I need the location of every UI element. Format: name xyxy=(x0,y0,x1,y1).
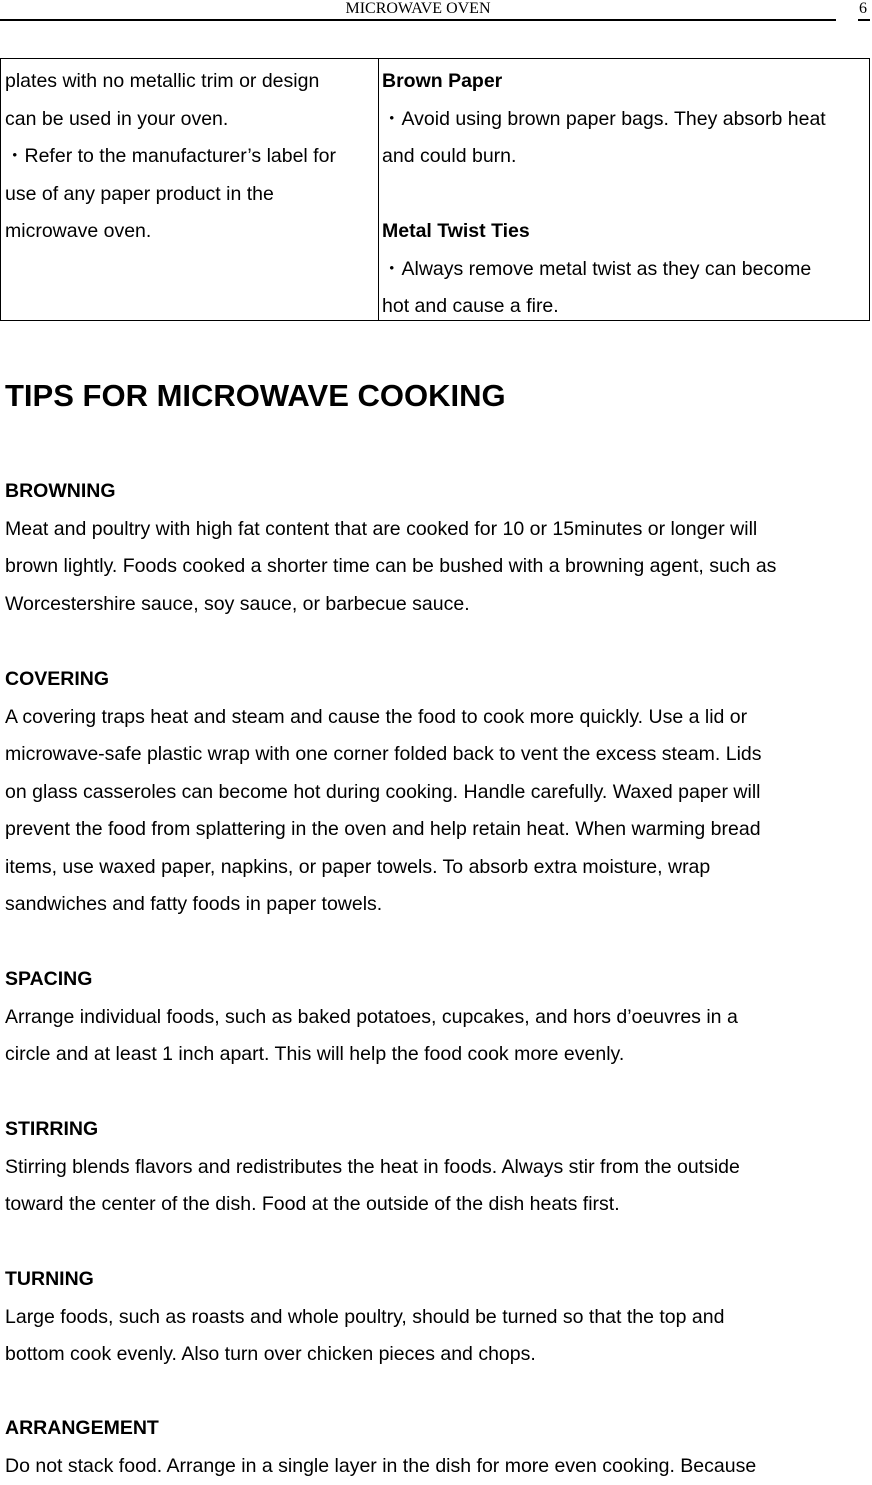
section-heading: SPACING xyxy=(5,961,871,999)
metal-twist-ties-heading: Metal Twist Ties xyxy=(382,213,869,251)
section-line: toward the center of the dish. Food at the outside of the dish heats first. xyxy=(5,1186,871,1224)
page-number: 6 xyxy=(859,0,867,18)
section-covering xyxy=(5,661,871,924)
brown-paper-line: and could burn. xyxy=(382,138,869,176)
materials-table xyxy=(0,58,870,321)
section-heading: COVERING xyxy=(5,661,871,699)
section-line: microwave-safe plastic wrap with one corner folded back to vent the excess steam. Lids xyxy=(5,736,871,774)
spacer xyxy=(382,176,869,214)
metal-twist-ties-line: hot and cause a fire. xyxy=(382,288,869,326)
left-cell-line: use of any paper product in the xyxy=(5,176,378,214)
section-line: Large foods, such as roasts and whole poultry, should be turned so that the top and xyxy=(5,1299,871,1337)
left-cell-line: ・Refer to the manufacturer’s label for xyxy=(5,138,378,176)
header-title: MICROWAVE OVEN xyxy=(0,0,836,18)
section-line: circle and at least 1 inch apart. This will help the food cook more evenly. xyxy=(5,1036,871,1074)
section-line: Stirring blends flavors and redistributes the heat in foods. Always stir from the outside xyxy=(5,1149,871,1187)
section-heading: BROWNING xyxy=(5,473,871,511)
section-line: Arrange individual foods, such as baked potatoes, cupcakes, and hors d’oeuvres in a xyxy=(5,999,871,1037)
section-line: Worcestershire sauce, soy sauce, or barbecue sauce. xyxy=(5,586,871,624)
page-header xyxy=(0,0,872,24)
section-line: prevent the food from splattering in the oven and help retain heat. When warming bread xyxy=(5,811,871,849)
section-line: A covering traps heat and steam and cause the food to cook more quickly. Use a lid or xyxy=(5,699,871,737)
materials-table-left-cell xyxy=(1,59,379,320)
section-spacing xyxy=(5,961,871,1074)
metal-twist-ties-line: ・Always remove metal twist as they can become xyxy=(382,251,869,289)
section-line: brown lightly. Foods cooked a shorter time can be bushed with a browning agent, such as xyxy=(5,548,871,586)
left-cell-line: microwave oven. xyxy=(5,213,378,251)
section-line: bottom cook evenly. Also turn over chicken pieces and chops. xyxy=(5,1336,871,1374)
section-line: on glass casseroles can become hot during cooking. Handle carefully. Waxed paper will xyxy=(5,774,871,812)
page-number-rule xyxy=(858,19,870,21)
section-line: Do not stack food. Arrange in a single layer in the dish for more even cooking. Because xyxy=(5,1448,871,1485)
section-heading: TURNING xyxy=(5,1261,871,1299)
left-cell-line: plates with no metallic trim or design xyxy=(5,63,378,101)
section-heading: STIRRING xyxy=(5,1111,871,1149)
section-line: Meat and poultry with high fat content that are cooked for 10 or 15minutes or longer will xyxy=(5,511,871,549)
brown-paper-line: ・Avoid using brown paper bags. They absorb heat xyxy=(382,101,869,139)
section-line: sandwiches and fatty foods in paper towels. xyxy=(5,886,871,924)
materials-table-right-cell xyxy=(379,59,869,320)
left-cell-line: can be used in your oven. xyxy=(5,101,378,139)
section-stirring xyxy=(5,1111,871,1224)
section-turning xyxy=(5,1261,871,1374)
brown-paper-heading: Brown Paper xyxy=(382,63,869,101)
section-arrangement xyxy=(5,1410,871,1485)
section-heading: ARRANGEMENT xyxy=(5,1410,871,1448)
section-browning xyxy=(5,473,871,623)
header-rule xyxy=(0,19,836,21)
section-line: items, use waxed paper, napkins, or paper towels. To absorb extra moisture, wrap xyxy=(5,849,871,887)
tips-title: TIPS FOR MICROWAVE COOKING xyxy=(5,376,506,416)
